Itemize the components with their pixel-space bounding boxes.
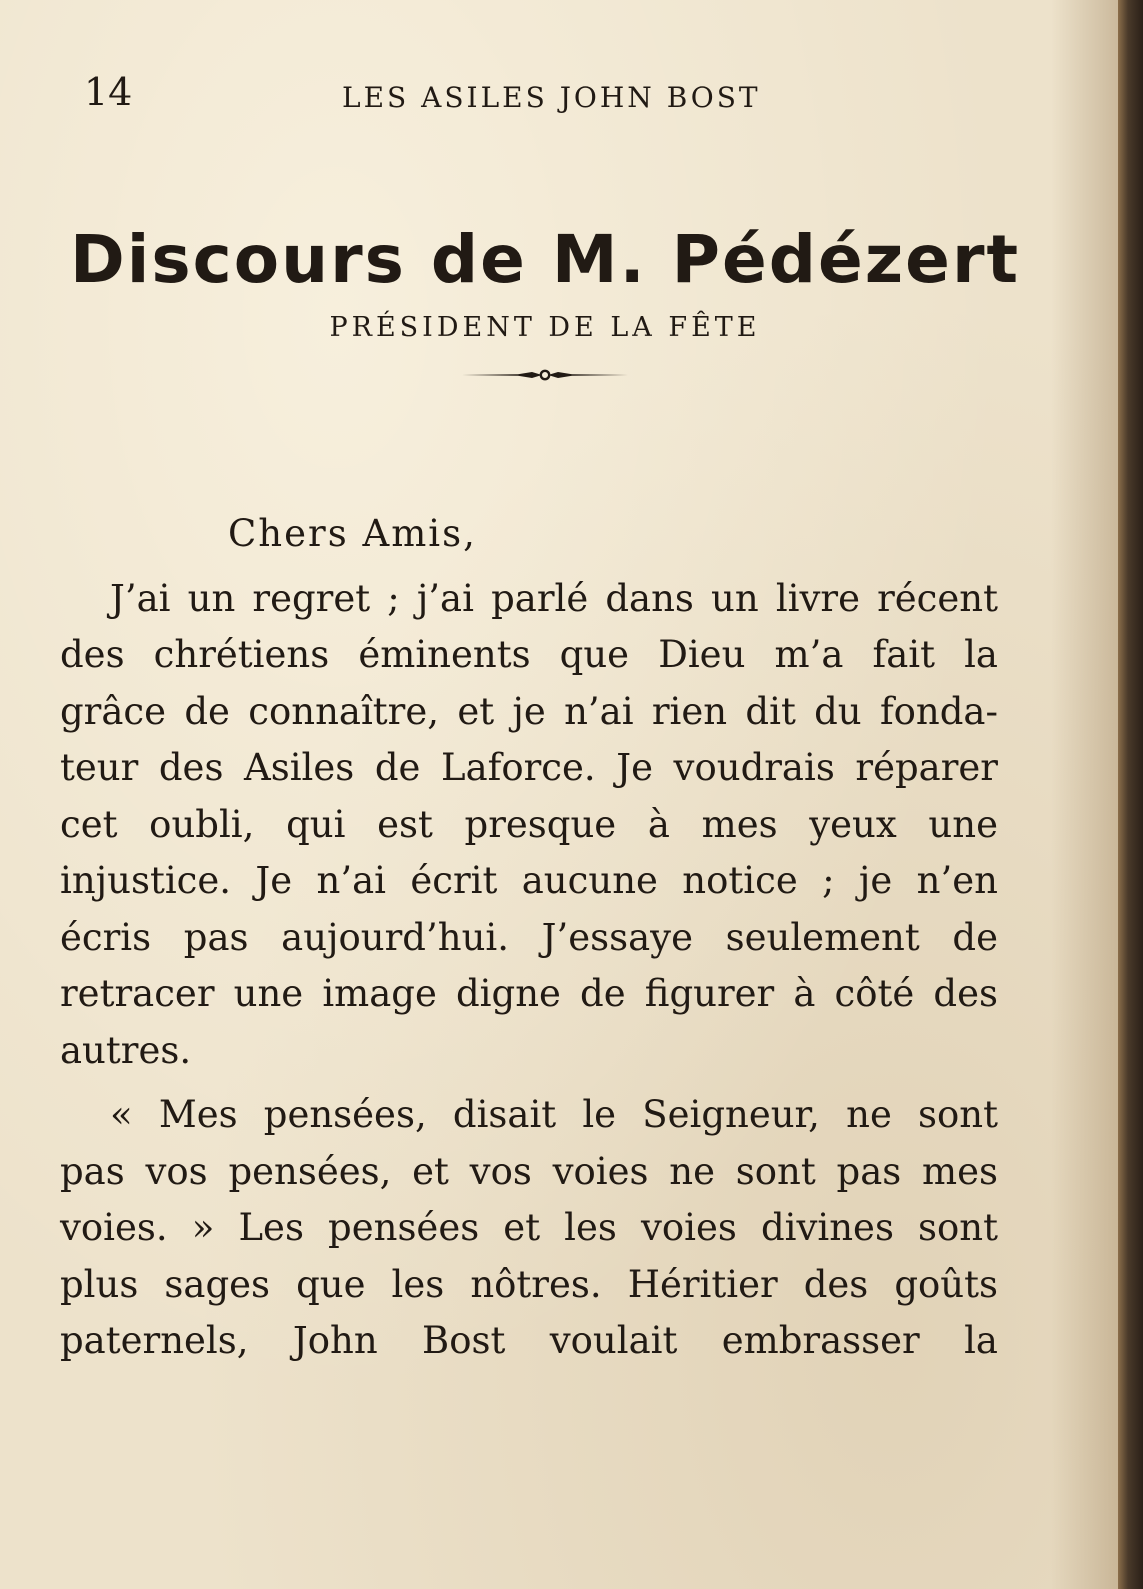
body-text (60, 506, 998, 1370)
ornamental-rule-icon (460, 368, 630, 382)
text-line: J’ai un regret ; j’ai parlé dans un livre récent (110, 576, 998, 620)
text-line: injustice. Je n’ai écrit aucune notice ; je n’en (60, 859, 998, 902)
text-line: cet oubli, qui est presque à mes yeux une (60, 802, 998, 846)
text-line: grâce de connaître, et je n’ai rien dit du fonda- (60, 689, 998, 733)
salutation: Chers Amis, (228, 512, 477, 555)
text-line: retracer une image digne de figurer à côté des (60, 972, 998, 1015)
paragraph-1 (60, 571, 998, 1080)
running-title: LES ASILES JOHN BOST (342, 81, 761, 114)
text-line: autres. (60, 1028, 192, 1072)
page-edge (1118, 0, 1143, 1589)
text-line: écris pas aujourd’hui. J’essaye seulement de (60, 915, 998, 959)
text-line: plus sages que les nôtres. Héritier des goûts (60, 1262, 998, 1306)
speech-subtitle: PRÉSIDENT DE LA FÊTE (329, 312, 761, 343)
text-line: teur des Asiles de Laforce. Je voudrais réparer (60, 746, 998, 789)
paragraph-2 (60, 1087, 998, 1370)
running-header (80, 72, 800, 122)
speech-title: Discours de M. Pédézert (69, 221, 1021, 298)
text-line: des chrétiens éminents que Dieu m’a fait la (60, 633, 998, 676)
text-line: pas vos pensées, et vos voies ne sont pas mes (60, 1149, 998, 1193)
text-line: « Mes pensées, disait le Seigneur, ne sont (110, 1093, 998, 1136)
title-block (60, 220, 1030, 382)
text-line: paternels, John Bost voulait embrasser la (60, 1319, 998, 1362)
text-line: voies. » Les pensées et les voies divines sont (60, 1206, 998, 1249)
page-number: 14 (84, 70, 133, 114)
